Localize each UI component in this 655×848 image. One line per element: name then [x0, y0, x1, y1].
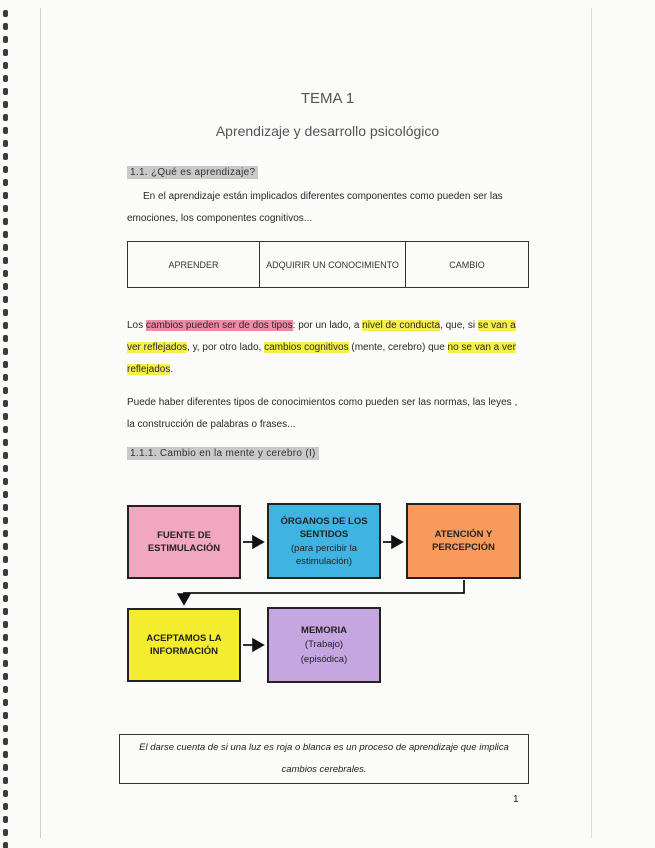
binding-hole: [3, 361, 8, 368]
concept-table: [127, 241, 529, 288]
note-line-2: cambios cerebrales.: [281, 764, 367, 775]
flow-box-accept-information: [127, 608, 241, 682]
binding-hole: [3, 413, 8, 420]
concept-cell-cambio: CAMBIO: [449, 259, 485, 270]
binding-hole: [3, 556, 8, 563]
binding-hole: [3, 569, 8, 576]
highlight-reflected: se van a ver reflejados: [127, 320, 516, 353]
binding-hole: [3, 465, 8, 472]
changes-paragraph: [127, 315, 527, 381]
page-subtitle: Aprendizaje y desarrollo psicológico: [215, 123, 440, 139]
binding-hole: [3, 49, 8, 56]
highlight-conduct-level: nivel de conducta: [362, 320, 441, 331]
changes-text-1: Los: [127, 320, 146, 331]
knowledge-line-2: la construcción de palabras o frases...: [127, 419, 296, 430]
binding-hole: [3, 816, 8, 823]
binding-hole: [3, 205, 8, 212]
concept-cell-conocimiento: ADQUIRIR UN CONOCIMIENTO: [260, 242, 406, 287]
binding-hole: [3, 582, 8, 589]
highlight-two-types: cambios pueden ser de dos tipos: [145, 320, 293, 331]
flow-box-sense-organs: [267, 503, 381, 579]
binding-hole: [3, 647, 8, 654]
section-heading-1: 1.1. ¿Qué es aprendizaje?: [127, 166, 258, 179]
binding-hole: [3, 439, 8, 446]
binding-hole: [3, 374, 8, 381]
binding-hole: [3, 62, 8, 69]
flow-box-2-line-2: SENTIDOS: [299, 528, 349, 540]
binding-hole: [3, 296, 8, 303]
changes-text-2: : por un lado, a: [292, 320, 363, 331]
highlight-not-reflected: no se van a ver reflejados: [127, 342, 516, 375]
binding-hole: [3, 725, 8, 732]
binding-hole: [3, 322, 8, 329]
flow-box-1-line-2: ESTIMULACIÓN: [147, 543, 221, 554]
binding-hole: [3, 504, 8, 511]
binding-hole: [3, 517, 8, 524]
binding-hole: [3, 270, 8, 277]
binding-hole: [3, 153, 8, 160]
changes-text-5: (mente, cerebro) que: [348, 342, 448, 353]
concept-cell-aprender: APRENDER: [128, 242, 260, 287]
binding-hole: [3, 842, 8, 848]
binding-hole: [3, 608, 8, 615]
flow-box-attention-perception: [406, 503, 521, 579]
flow-box-5-line-1: MEMORIA: [301, 624, 347, 636]
binding-hole: [3, 777, 8, 784]
binding-hole: [3, 543, 8, 550]
binding-hole: [3, 478, 8, 485]
flow-box-5-sub-1: (Trabajo): [304, 638, 344, 650]
section-heading-2: 1.1.1. Cambio en la mente y cerebro (I): [127, 447, 319, 460]
binding-hole: [3, 699, 8, 706]
binding-hole: [3, 764, 8, 771]
example-note-box: [119, 734, 529, 784]
binding-hole: [3, 387, 8, 394]
binding-hole: [3, 231, 8, 238]
binding-hole: [3, 244, 8, 251]
binding-hole: [3, 309, 8, 316]
page-number: 1: [513, 794, 519, 805]
binding-hole: [3, 10, 8, 17]
intro-line-2: emociones, los componentes cognitivos...: [127, 213, 313, 224]
binding-hole: [3, 738, 8, 745]
binding-hole: [3, 803, 8, 810]
intro-line-1: En el aprendizaje están implicados diferentes componentes como pueden ser las: [143, 191, 503, 202]
binding-hole: [3, 426, 8, 433]
flow-box-4-line-1: ACEPTAMOS LA: [146, 633, 222, 644]
flow-box-stimulation-source: [127, 505, 241, 579]
intro-paragraph: [127, 186, 527, 230]
binding-hole: [3, 452, 8, 459]
binding-hole: [3, 686, 8, 693]
binding-hole: [3, 751, 8, 758]
binding-hole: [3, 166, 8, 173]
binding-hole: [3, 218, 8, 225]
binding-hole: [3, 530, 8, 537]
flow-box-2-line-1: ÓRGANOS DE LOS: [280, 515, 368, 527]
binding-hole: [3, 140, 8, 147]
binding-hole: [3, 335, 8, 342]
changes-text-6: .: [170, 364, 174, 375]
binding-hole: [3, 595, 8, 602]
binding-hole: [3, 829, 8, 836]
binding-hole: [3, 634, 8, 641]
flow-box-2-sub-2: estimulación): [296, 555, 352, 567]
binding-hole: [3, 660, 8, 667]
binding-hole: [3, 491, 8, 498]
binding-hole: [3, 400, 8, 407]
knowledge-line-1: Puede haber diferentes tipos de conocimientos como pueden ser las normas, las leyes ,: [127, 397, 518, 408]
changes-text-3: , que, si: [440, 320, 478, 331]
binding-hole: [3, 114, 8, 121]
binding-hole: [3, 790, 8, 797]
changes-text-4: , y, por otro lado,: [187, 342, 265, 353]
flow-box-2-sub-1: (para percibir la: [291, 542, 357, 554]
binding-hole: [3, 712, 8, 719]
flow-box-5-sub-2: (episódica): [300, 653, 348, 665]
binding-hole: [3, 283, 8, 290]
binding-hole: [3, 192, 8, 199]
binding-hole: [3, 673, 8, 680]
flow-box-1-line-1: FUENTE DE: [157, 530, 211, 541]
note-line-1: El darse cuenta de si una luz es roja o blanca es un proceso de aprendizaje que implica: [139, 742, 509, 753]
highlight-cognitive-changes: cambios cognitivos: [264, 342, 349, 353]
page-title: TEMA 1: [300, 90, 355, 107]
binding-hole: [3, 179, 8, 186]
flow-box-memory: [267, 607, 381, 683]
binding-hole: [3, 257, 8, 264]
binding-hole: [3, 36, 8, 43]
flow-box-3-line-2: PERCEPCIÓN: [432, 542, 495, 553]
binding-hole: [3, 621, 8, 628]
binding-hole: [3, 348, 8, 355]
binding-hole: [3, 75, 8, 82]
knowledge-paragraph: [127, 392, 527, 436]
flow-box-3-line-1: ATENCIÓN Y: [434, 529, 493, 540]
flow-box-4-line-2: INFORMACIÓN: [149, 646, 219, 657]
binding-hole: [3, 23, 8, 30]
